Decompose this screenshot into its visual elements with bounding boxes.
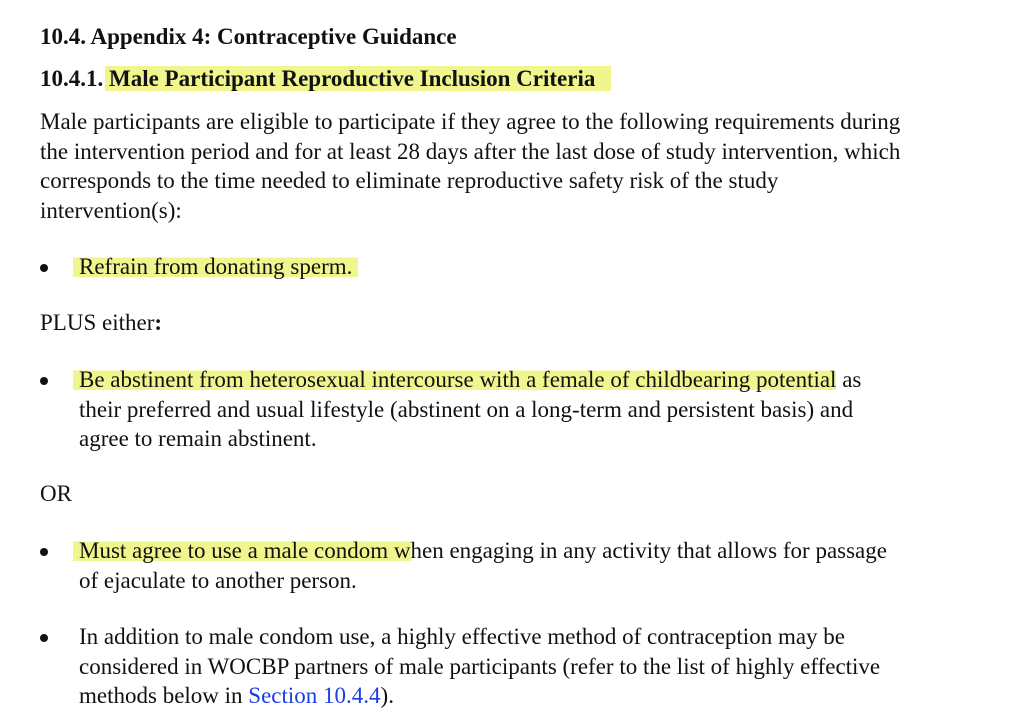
intro-paragraph [40,107,1015,225]
intro-line-3: corresponds to the time needed to eliminate reproductive safety risk of the study [40,168,779,193]
bullet-1-text: Refrain from donating sperm. [73,254,358,279]
plus-either-label [40,308,1015,338]
section-number: 10.4. [40,24,86,49]
bullet-4-line-1: In addition to male condom use, a highly effective method of contraception may be [79,624,846,649]
bullet-item-1 [79,252,1019,282]
bullet-dot-3 [40,548,48,556]
intro-line-2: the intervention period and for at least 28 days after the last dose of study intervention, which [40,138,901,164]
bullet-item-4 [79,622,1019,711]
subsection-number: 10.4.1. [40,66,104,91]
bullet-2-line-1-rest: as [836,367,862,392]
bullet-4-line-3-prefix: methods below in [79,683,249,708]
subsection-heading [40,65,611,93]
section-heading [40,23,457,51]
bullet-4-line-2: considered in WOCBP partners of male participants (refer to the list of highly effective [79,653,881,679]
bullet-3-line-1-rest: hen engaging in any activity that allows for passage [410,538,887,563]
section-title: Appendix 4: Contraceptive Guidance [90,24,457,49]
bullet-2-line-2: their preferred and usual lifestyle (abstinent on a long-term and persistent basis) and [79,396,854,422]
or-text: OR [40,481,72,506]
intro-line-1: Male participants are eligible to participate if they agree to the following requirements during [40,109,901,134]
bullet-2-highlight: Be abstinent from heterosexual intercourse with a female of childbearing potential [73,367,836,392]
bullet-dot-4 [40,634,48,642]
bullet-item-2 [79,365,1019,454]
section-10-4-4-link[interactable]: Section 10.4.4 [248,683,381,708]
bullet-4-line-3-suffix: ). [380,683,394,708]
bullet-item-3 [79,536,1019,595]
bullet-dot-2 [40,377,48,385]
or-label [40,479,1015,509]
plus-colon: : [154,310,163,335]
subsection-title: Male Participant Reproductive Inclusion Criteria [105,66,611,91]
bullet-3-highlight: Must agree to use a male condom w [73,538,411,563]
plus-text: PLUS either [40,310,155,335]
bullet-2-line-3: agree to remain abstinent. [79,426,317,451]
intro-line-4: intervention(s): [40,197,182,223]
bullet-dot-1 [40,264,48,272]
bullet-3-line-2: of ejaculate to another person. [79,567,357,593]
